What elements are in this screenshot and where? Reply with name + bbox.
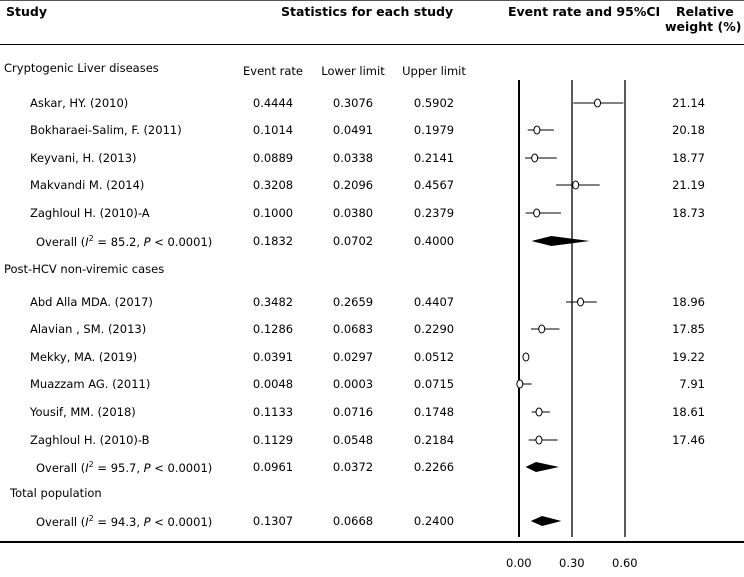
overall-lower-limit-value: 0.0668: [332, 514, 374, 528]
lower-limit-value: 0.0338: [332, 151, 374, 165]
study-marker: [539, 325, 545, 333]
event-rate-value: 0.1286: [252, 322, 294, 336]
study-name: Zaghloul H. (2010)-A: [30, 206, 150, 220]
overall-label-part: <: [150, 514, 168, 529]
overall-lower-limit-value: 0.0702: [332, 234, 374, 248]
overall-label-part: ,: [136, 460, 144, 475]
lower-limit-value: 0.2659: [332, 295, 374, 309]
relative-weight-value: 20.18: [672, 123, 705, 137]
axis-tick-label: 0.00: [506, 556, 532, 570]
overall-label-part: <: [150, 234, 168, 249]
overall-label-part: 94.3: [110, 514, 137, 529]
relative-weight-value: 18.77: [672, 151, 705, 165]
weight-header-line2: weight (%): [665, 19, 742, 34]
upper-limit-value: 0.2141: [413, 151, 455, 165]
overall-label-part: 0.0001: [167, 234, 208, 249]
study-name: Makvandi M. (2014): [30, 178, 145, 192]
overall-label-part: P: [143, 514, 151, 529]
overall-upper-limit-value: 0.2400: [413, 514, 455, 528]
upper-limit-value: 0.4407: [413, 295, 455, 309]
upper-limit-value: 0.2379: [413, 206, 455, 220]
lower-limit-value: 0.0297: [332, 350, 374, 364]
upper-limit-value: 0.2184: [413, 433, 455, 447]
relative-weight-value: 17.85: [672, 322, 705, 336]
overall-label-part: I: [85, 234, 89, 249]
overall-label-part: 0.0001: [167, 514, 208, 529]
group-label: Cryptogenic Liver diseases: [4, 61, 159, 75]
relative-weight-value: 21.19: [672, 178, 705, 192]
relative-weight-value: 17.46: [672, 433, 705, 447]
lower-limit-value: 0.3076: [332, 96, 374, 110]
axis-tick-label: 0.60: [612, 556, 638, 570]
study-name: Mekky, MA. (2019): [30, 350, 138, 364]
overall-upper-limit-value: 0.4000: [413, 234, 455, 248]
study-name: Muazzam AG. (2011): [30, 377, 151, 391]
study-name: Alavian , SM. (2013): [30, 322, 147, 336]
upper-limit-value: 0.0512: [413, 350, 455, 364]
upper-limit-value: 0.2290: [413, 322, 455, 336]
study-name: Askar, HY. (2010): [30, 96, 129, 110]
lower-limit-column-header: Lower limit: [321, 64, 385, 78]
study-header: Study: [6, 4, 47, 19]
overall-diamond: [531, 236, 589, 246]
stats-header: Statistics for each study: [281, 4, 454, 19]
event-rate-value: 0.3482: [252, 295, 294, 309]
overall-label-part: 2: [88, 460, 94, 469]
upper-limit-value: 0.0715: [413, 377, 455, 391]
event-rate-value: 0.1129: [252, 433, 294, 447]
study-marker: [532, 154, 538, 162]
study-marker: [578, 298, 584, 306]
study-name: Abd Alla MDA. (2017): [30, 295, 153, 309]
overall-label-part: ): [207, 234, 213, 249]
overall-label-part: Overall (: [36, 514, 86, 529]
overall-label-part: ): [207, 514, 213, 529]
relative-weight-value: 18.96: [672, 295, 705, 309]
group-label: Total population: [10, 486, 102, 500]
relative-weight-value: 18.73: [672, 206, 705, 220]
upper-limit-value: 0.1748: [413, 405, 455, 419]
study-marker: [517, 380, 523, 388]
overall-label-part: ,: [136, 514, 144, 529]
study-marker: [523, 353, 529, 361]
axis-tick-label: 0.30: [559, 556, 585, 570]
event-rate-column-header: Event rate: [243, 64, 303, 78]
overall-label-part: P: [143, 234, 151, 249]
lower-limit-value: 0.0003: [332, 377, 374, 391]
study-marker: [534, 126, 540, 134]
overall-diamond: [526, 462, 559, 472]
group-label: Post-HCV non-viremic cases: [4, 262, 165, 276]
overall-label-part: ,: [136, 234, 144, 249]
lower-limit-value: 0.0548: [332, 433, 374, 447]
lower-limit-value: 0.0683: [332, 322, 374, 336]
study-marker: [534, 209, 540, 217]
overall-label-part: 2: [88, 234, 94, 243]
relative-weight-value: 21.14: [672, 96, 705, 110]
study-name: Bokharaei-Salim, F. (2011): [30, 123, 182, 137]
overall-label-part: =: [93, 514, 111, 529]
lower-limit-value: 0.0380: [332, 206, 374, 220]
event-rate-value: 0.1133: [252, 405, 294, 419]
upper-limit-value: 0.4567: [413, 178, 455, 192]
study-marker: [536, 408, 542, 416]
relative-weight-value: 19.22: [672, 350, 705, 364]
overall-label-part: I: [85, 460, 89, 475]
overall-upper-limit-value: 0.2266: [413, 460, 455, 474]
lower-limit-value: 0.0491: [332, 123, 374, 137]
event-rate-value: 0.0889: [252, 151, 294, 165]
study-marker: [573, 181, 579, 189]
overall-label-part: <: [150, 460, 168, 475]
ci-header: Event rate and 95%CI: [508, 4, 661, 19]
event-rate-value: 0.1000: [252, 206, 294, 220]
overall-label-part: ): [207, 460, 213, 475]
relative-weight-value: 18.61: [672, 405, 705, 419]
event-rate-value: 0.1014: [252, 123, 294, 137]
overall-label-part: P: [143, 460, 151, 475]
overall-label-part: 95.7: [110, 460, 137, 475]
study-marker: [536, 436, 542, 444]
overall-label-part: =: [93, 234, 111, 249]
overall-event-rate-value: 0.0961: [252, 460, 294, 474]
overall-label-part: Overall (: [36, 460, 86, 475]
upper-limit-value: 0.5902: [413, 96, 455, 110]
study-marker: [595, 99, 601, 107]
overall-lower-limit-value: 0.0372: [332, 460, 374, 474]
event-rate-value: 0.4444: [252, 96, 294, 110]
overall-label-part: =: [93, 460, 111, 475]
event-rate-value: 0.0391: [252, 350, 294, 364]
overall-event-rate-value: 0.1307: [252, 514, 294, 528]
study-name: Yousif, MM. (2018): [30, 405, 136, 419]
overall-event-rate-value: 0.1832: [252, 234, 294, 248]
overall-label-part: I: [85, 514, 89, 529]
overall-label-part: 85.2: [110, 234, 137, 249]
study-name: Keyvani, H. (2013): [30, 151, 137, 165]
weight-header-line1: Relative: [676, 4, 734, 19]
overall-diamond: [531, 516, 562, 526]
event-rate-value: 0.3208: [252, 178, 294, 192]
overall-label-part: 0.0001: [167, 460, 208, 475]
upper-limit-value: 0.1979: [413, 123, 455, 137]
lower-limit-value: 0.0716: [332, 405, 374, 419]
overall-label-part: 2: [88, 514, 94, 523]
upper-limit-column-header: Upper limit: [402, 64, 466, 78]
relative-weight-value: 7.91: [679, 377, 705, 391]
overall-label-part: Overall (: [36, 234, 86, 249]
event-rate-value: 0.0048: [252, 377, 294, 391]
lower-limit-value: 0.2096: [332, 178, 374, 192]
study-name: Zaghloul H. (2010)-B: [30, 433, 150, 447]
